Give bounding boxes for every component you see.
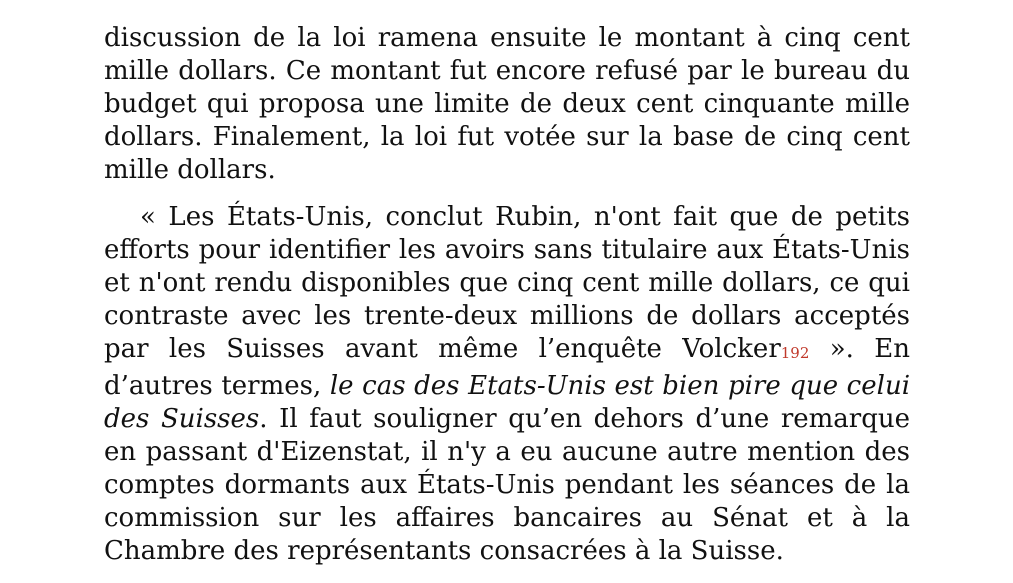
paragraph-2 xyxy=(104,201,910,568)
paragraph-2-text-start: « Les États-Unis, conclut Rubin, n'ont fait que de petits efforts pour identifier les avoirs sans titulaire aux États-Unis et n'ont rendu disponibles que cinq cent mille dollars, ce qui contraste avec les trente-deux millions de dollars acceptés par les Suisses avant même l’enquête Volcker xyxy=(104,202,910,364)
document-body xyxy=(104,22,910,568)
paragraph-2-text-end: . Il faut souligner qu’en dehors d’une remarque en passant d'Eizenstat, il n'y a eu aucune autre mention des comptes dormants aux États-Unis pendant les séances de la commission sur les affaires bancaires au Sénat et à la Chambre des représentants consacrées à la Suisse. xyxy=(104,404,910,566)
emphasis-text: le cas des Etats-Unis est bien pire que celui des Suisses xyxy=(104,371,911,434)
paragraph-1: discussion de la loi ramena ensuite le montant à cinq cent mille dollars. Ce montant fut encore refusé par le bureau du budget qui proposa une limite de deux cent cinquante mille dollars. Finalement, la loi fut votée sur la base de cinq cent mille dollars. xyxy=(104,23,910,185)
footnote-link-192[interactable]: 192 xyxy=(780,344,810,362)
paragraph-2-text-mid: ». En d’autres termes, xyxy=(104,334,910,401)
